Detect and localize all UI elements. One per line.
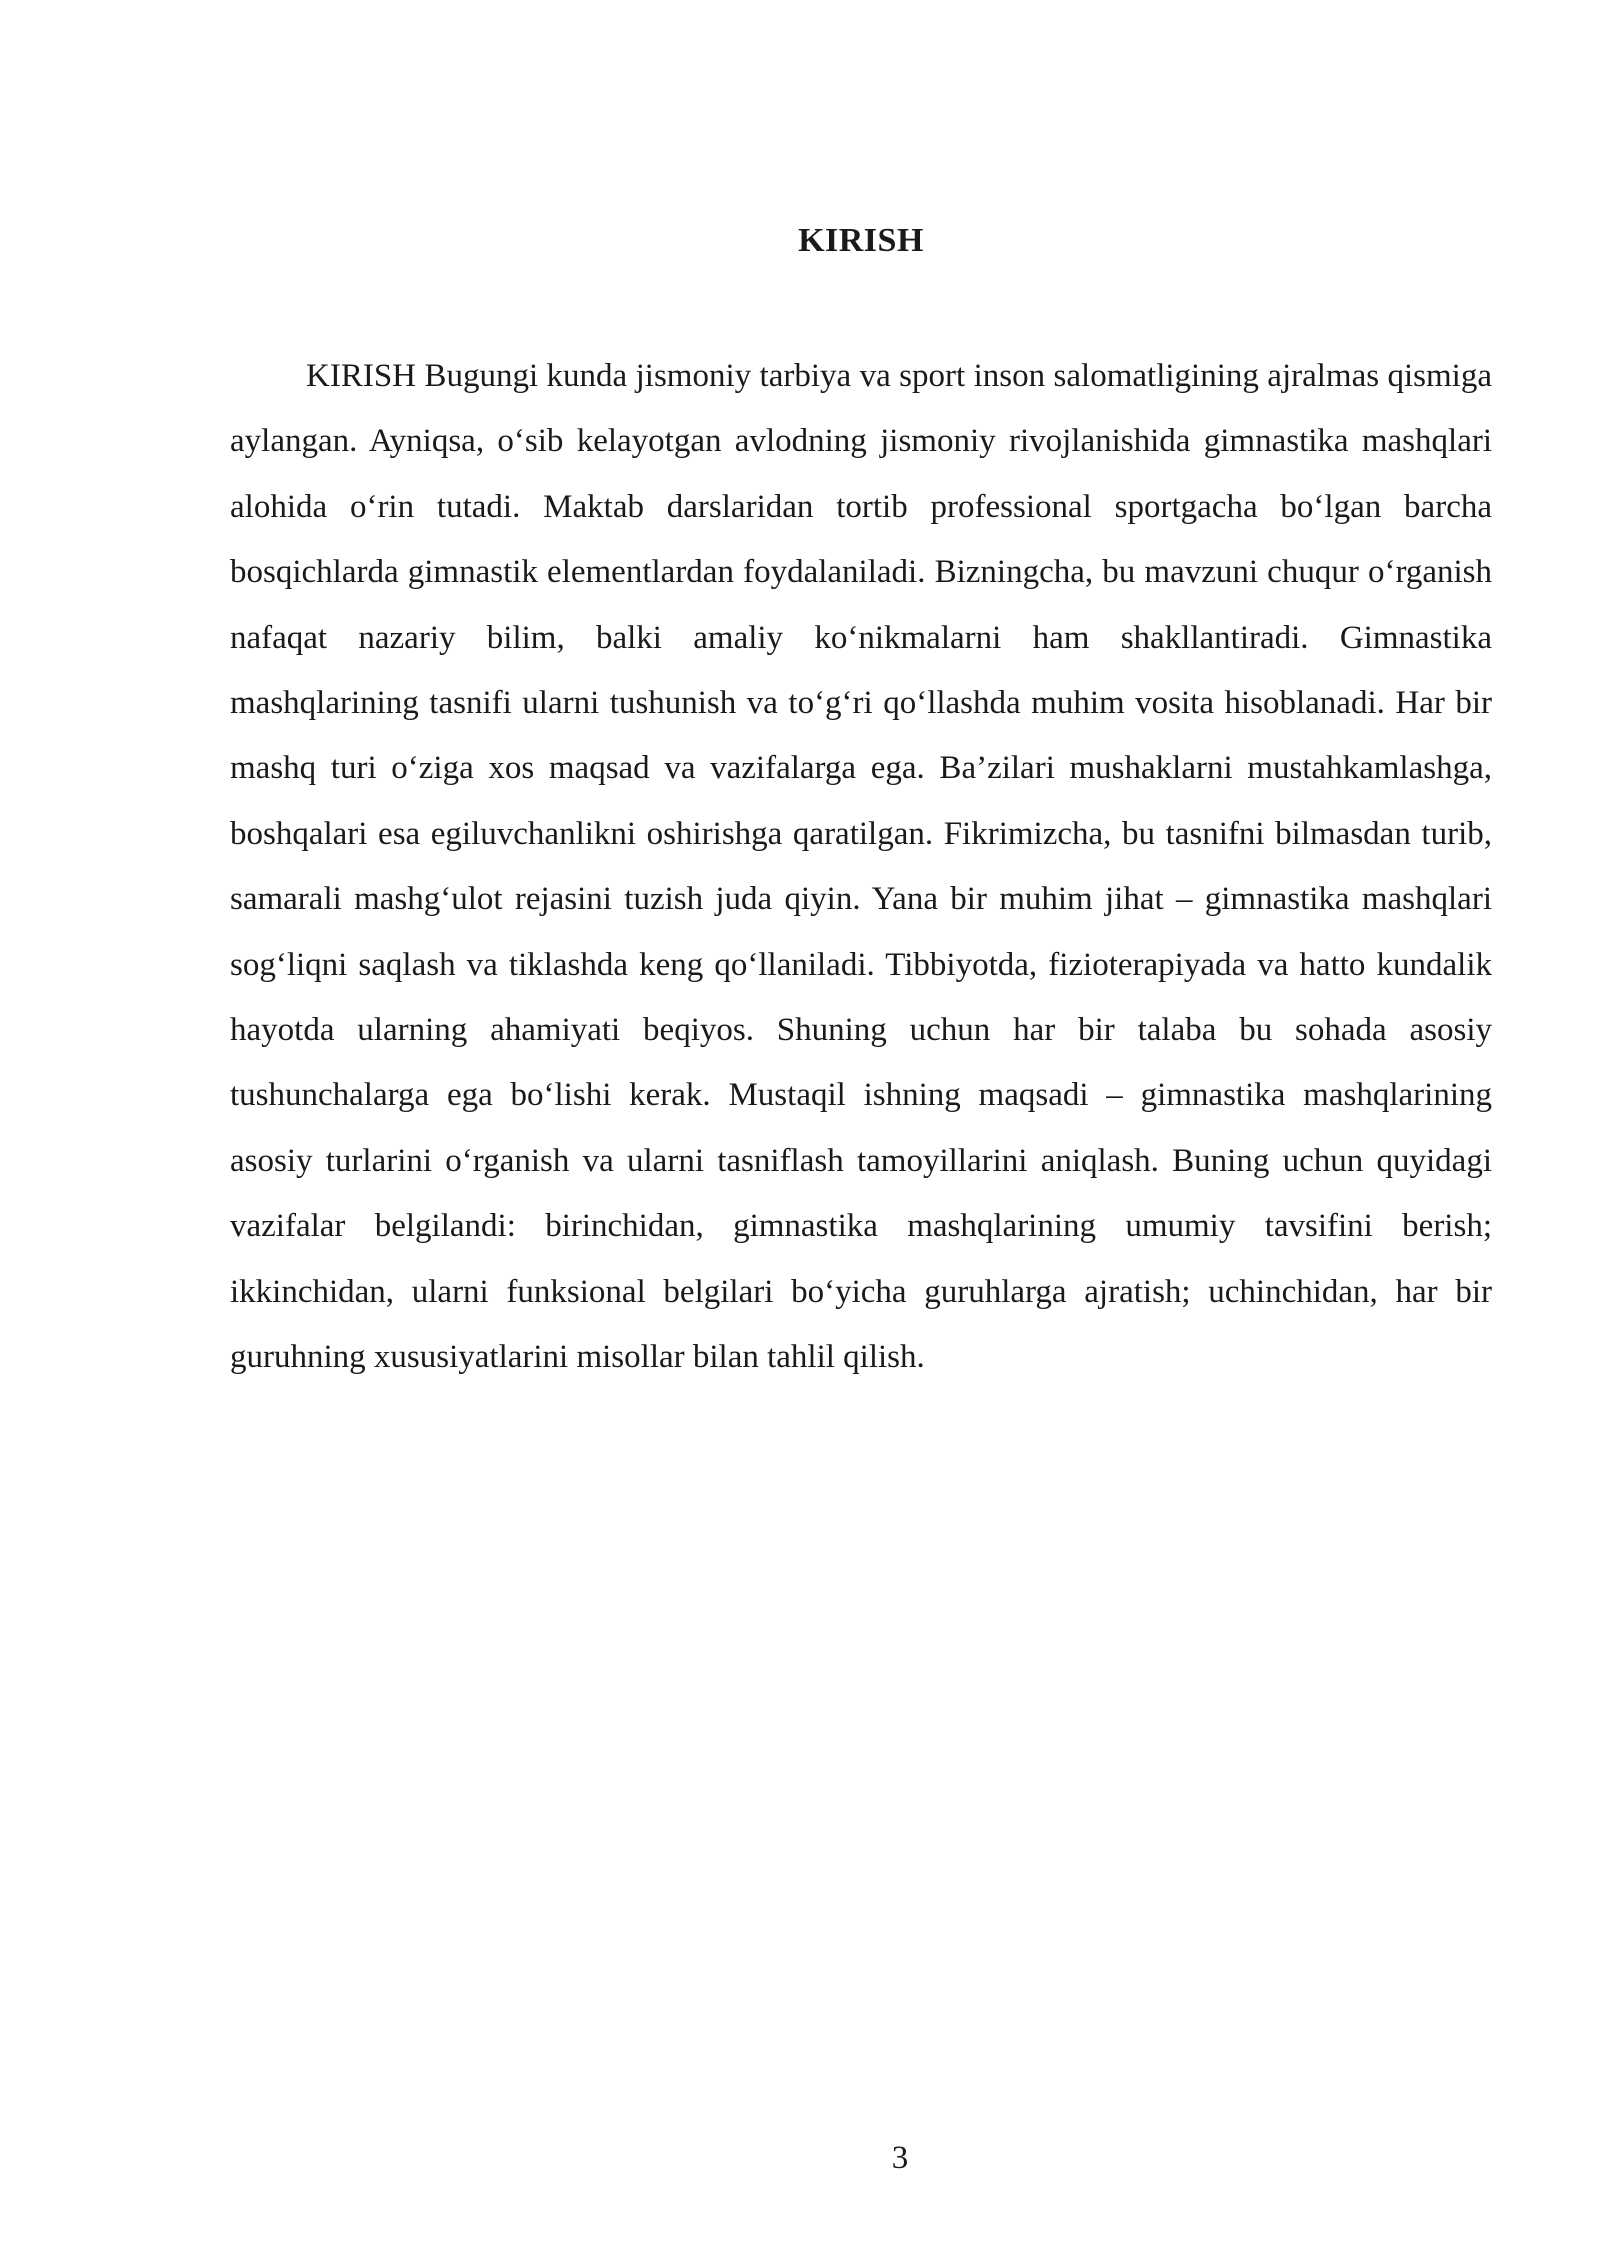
body-paragraph: KIRISH Bugungi kunda jismoniy tarbiya va sport inson salomatligining ajralmas qismiga aylangan. Ayniqsa, o‘sib kelayotgan avlodning jismoniy rivojlanishida gimnastika mashqlari alohida o‘rin tutadi. Maktab darslaridan tortib professional sportgacha bo‘lgan barcha bosqichlarda gimnastik elementlardan foydalaniladi. Bizningcha, bu mavzuni chuqur o‘rganish nafaqat nazariy bilim, balki amaliy ko‘nikmalarni ham shakllantiradi. Gimnastika mashqlarining tasnifi ularni tushunish va to‘g‘ri qo‘llashda muhim vosita hisoblanadi. Har bir mashq turi o‘ziga xos maqsad va vazifalarga ega. Ba’zilari mushaklarni mustahkamlashga, boshqalari esa egiluvchanlikni oshirishga qaratilgan. Fikrimizcha, bu tasnifni bilmasdan turib, samarali mashg‘ulot rejasini tuzish juda qiyin. Yana bir muhim jihat – gimnastika mashqlari sog‘liqni saqlash va tiklashda keng qo‘llaniladi. Tibbiyotda, fizioterapiyada va hatto kundalik hayotda ularning ahamiyati beqiyos. Shuning uchun har bir talaba bu sohada asosiy tushunchalarga ega bo‘lishi kerak. Mustaqil ishning maqsadi – gimnastika mashqlarining asosiy turlarini o‘rganish va ularni tasniflash tamoyillarini aniqlash. Buning uchun quyidagi vazifalar belgilandi: birinchidan, gimnastika mashqlarining umumiy tavsifini berish; ikkinchidan, ularni funksional belgilari bo‘yicha guruhlarga ajratish; uchinchidan, har bir guruhning xususiyatlarini misollar bilan tahlil qilish. [230, 358, 1492, 1376]
page-number: 3 [891, 2140, 909, 2176]
page-title: KIRISH [798, 222, 924, 259]
